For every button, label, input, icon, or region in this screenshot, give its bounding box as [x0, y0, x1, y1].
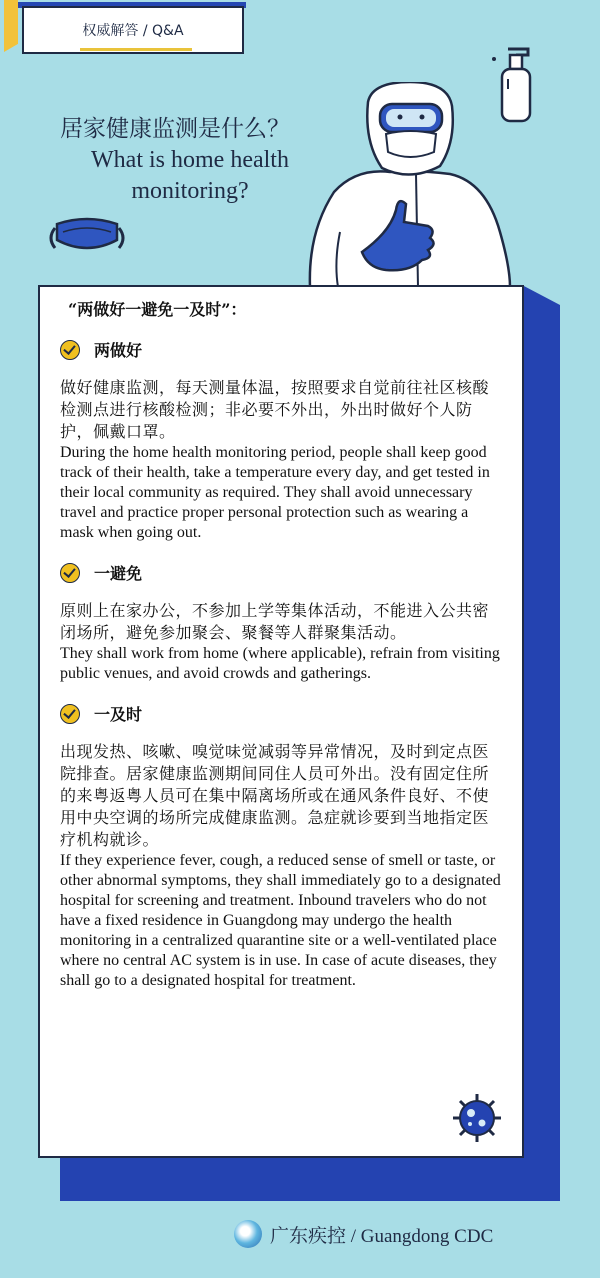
section-text-en: They shall work from home (where applicable), refrain from visiting public venues, and avoid crowds and gatherings.	[60, 645, 500, 682]
title-en-line1: What is home health	[91, 147, 289, 173]
footer-label: 广东疾控 / Guangdong CDC	[270, 1225, 494, 1247]
tag-box	[22, 6, 244, 54]
check-icon	[60, 704, 80, 724]
footer	[234, 1220, 493, 1248]
card-intro: “两做好一避免一及时”：	[68, 300, 247, 319]
tag-underline	[80, 48, 192, 51]
health-worker-illustration	[300, 82, 520, 287]
section-text-en: During the home health monitoring period, people shall keep good track of their health, take a temperature every day, and get tested in their local community as required. They shall avoid unnecessary travel and practice proper personal protection such as wearing a mask when going out.	[60, 444, 490, 541]
section-text-cn: 原则上在家办公，不参加上学等集体活动，不能进入公共密闭场所，避免参加聚会、聚餐等人群聚集活动。	[60, 601, 490, 642]
mask-icon	[45, 210, 129, 260]
section-text-cn: 出现发热、咳嗽、嗅觉味觉减弱等异常情况，及时到定点医院排查。居家健康监测期间同住人员可外出。没有固定住所的来粤返粤人员可在集中隔离场所或在通风条件良好、不使用中央空调的场所完成健康监测。急症就诊要到当地指定医疗机构就诊。	[60, 742, 490, 849]
cdc-logo-icon	[234, 1220, 262, 1248]
title-en-line2: monitoring?	[131, 178, 249, 204]
virus-icon	[452, 1093, 502, 1143]
title-cn: 居家健康监测是什么？	[60, 116, 290, 142]
title-en	[70, 145, 310, 207]
content-card	[38, 285, 524, 1158]
check-icon	[60, 340, 80, 360]
section-title: 一避免	[94, 564, 143, 583]
tag-label: 权威解答 / Q&A	[82, 23, 184, 39]
section-heading	[60, 702, 502, 725]
section-title: 一及时	[94, 705, 143, 724]
section-text-cn: 做好健康监测，每天测量体温，按照要求自觉前往社区核酸检测点进行核酸检测；非必要不外出，外出时做好个人防护，佩戴口罩。	[60, 378, 490, 441]
check-icon	[60, 563, 80, 583]
card-shadow-corner	[522, 285, 560, 305]
section-heading	[60, 561, 502, 584]
section-heading	[60, 338, 502, 361]
tag-yellow-accent	[4, 0, 18, 52]
section-text-en: If they experience fever, cough, a reduced sense of smell or taste, or other abnormal symptoms, they shall immediately go to a designated hospital for screening and treatment. Inbound travelers who do not have a fixed residence in Guangdong may undergo the health monitoring in a centralized quarantine site or a well-ventilated place where no central AC system is in use. In case of acute diseases, they shall go to a designated hospital for treatment.	[60, 852, 501, 989]
section-title: 两做好	[94, 341, 143, 360]
